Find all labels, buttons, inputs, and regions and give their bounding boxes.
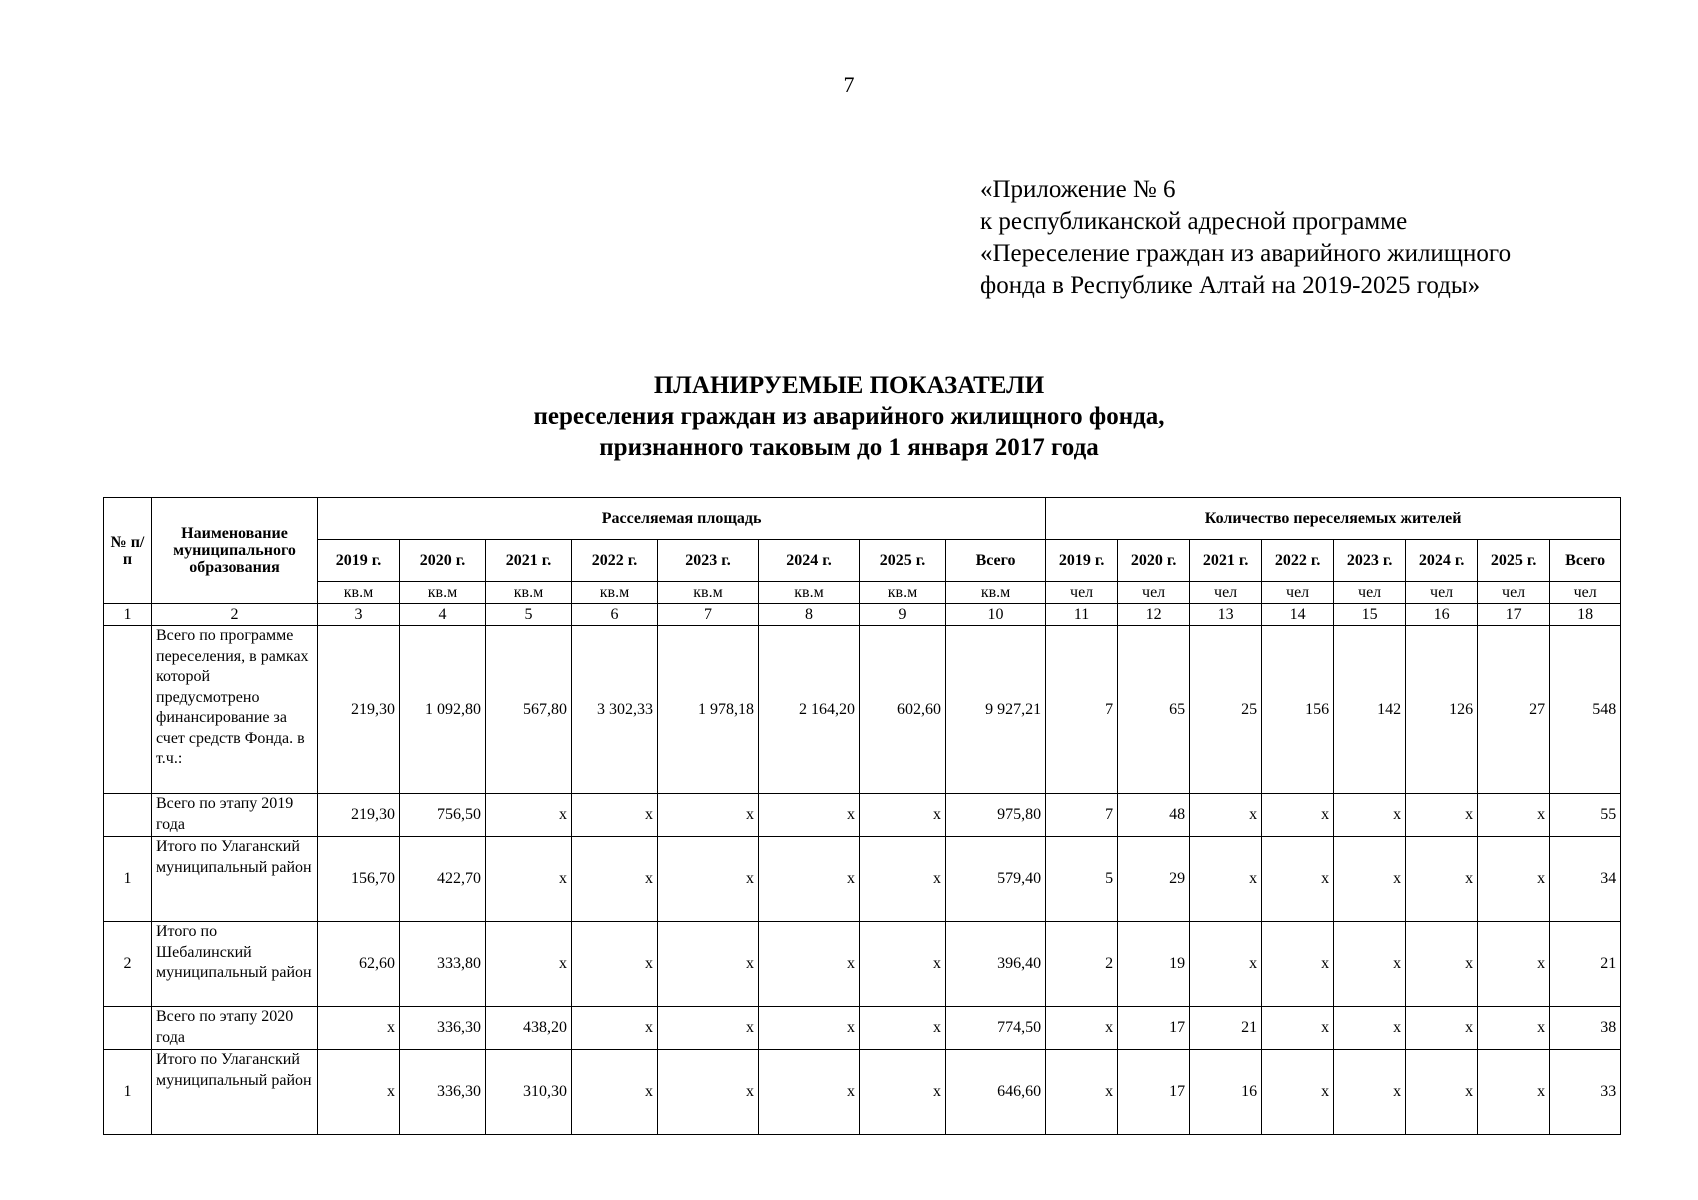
residents-cell: x	[1190, 837, 1262, 922]
residents-cell: 5	[1046, 837, 1118, 922]
residents-cell: x	[1406, 837, 1478, 922]
table-row	[104, 1007, 1621, 1050]
residents-cell: 17	[1118, 1050, 1190, 1135]
area-cell: x	[572, 1007, 658, 1050]
residents-cell: x	[1190, 794, 1262, 837]
unit-area: кв.м	[400, 582, 486, 604]
area-cell: x	[572, 837, 658, 922]
column-number: 17	[1478, 604, 1550, 626]
column-number: 5	[486, 604, 572, 626]
column-number: 14	[1262, 604, 1334, 626]
title-line-3: признанного таковым до 1 января 2017 года	[599, 434, 1099, 461]
row-name: Итого по Шебалинский муниципальный район	[152, 922, 318, 1007]
indicators-table	[103, 497, 1621, 1135]
unit-area: кв.м	[318, 582, 400, 604]
header-area-year: 2021 г.	[486, 540, 572, 582]
title-line-2: переселения граждан из аварийного жилищного фонда,	[533, 403, 1165, 430]
residents-cell: x	[1478, 922, 1550, 1007]
area-cell: x	[658, 794, 759, 837]
unit-resident: чел	[1118, 582, 1190, 604]
residents-cell: x	[1478, 837, 1550, 922]
residents-cell: x	[1406, 1007, 1478, 1050]
area-cell: 219,30	[318, 794, 400, 837]
row-num: 2	[104, 922, 152, 1007]
column-number: 18	[1550, 604, 1621, 626]
header-area-group: Расселяемая площадь	[318, 498, 1046, 540]
table-row	[104, 922, 1621, 1007]
row-name: Итого по Улаганский муниципальный район	[152, 837, 318, 922]
area-total-cell: 396,40	[946, 922, 1046, 1007]
residents-cell: 7	[1046, 794, 1118, 837]
column-number: 6	[572, 604, 658, 626]
residents-cell: 48	[1118, 794, 1190, 837]
area-cell: x	[658, 837, 759, 922]
residents-cell: 27	[1478, 626, 1550, 794]
unit-resident: чел	[1478, 582, 1550, 604]
area-cell: x	[658, 1050, 759, 1135]
document-title	[0, 370, 1698, 463]
area-total-cell: 646,60	[946, 1050, 1046, 1135]
header-residents-group: Количество переселяемых жителей	[1046, 498, 1621, 540]
area-cell: x	[759, 922, 860, 1007]
header-resident-year: 2024 г.	[1406, 540, 1478, 582]
area-cell: 438,20	[486, 1007, 572, 1050]
table-row	[104, 1050, 1621, 1135]
area-cell: x	[486, 794, 572, 837]
residents-cell: x	[1406, 1050, 1478, 1135]
header-area-year: 2020 г.	[400, 540, 486, 582]
residents-cell: x	[1262, 1007, 1334, 1050]
unit-area: кв.м	[759, 582, 860, 604]
residents-cell: 156	[1262, 626, 1334, 794]
area-cell: 219,30	[318, 626, 400, 794]
area-cell: x	[486, 922, 572, 1007]
unit-resident: чел	[1334, 582, 1406, 604]
appendix-line: «Переселение граждан из аварийного жилищного	[980, 240, 1512, 267]
residents-cell: 126	[1406, 626, 1478, 794]
residents-cell: x	[1262, 794, 1334, 837]
area-cell: x	[572, 794, 658, 837]
area-total-cell: 9 927,21	[946, 626, 1046, 794]
unit-area: кв.м	[658, 582, 759, 604]
residents-cell: 17	[1118, 1007, 1190, 1050]
header-resident-year: 2020 г.	[1118, 540, 1190, 582]
residents-total-cell: 55	[1550, 794, 1621, 837]
header-name: Наименование муниципального образования	[152, 498, 318, 604]
row-name: Всего по программе переселения, в рамках которой предусмотрено финансирование за счет средств Фонда. в т.ч.:	[152, 626, 318, 794]
area-cell: x	[658, 922, 759, 1007]
area-cell: 2 164,20	[759, 626, 860, 794]
area-cell: 602,60	[860, 626, 946, 794]
unit-resident: чел	[1046, 582, 1118, 604]
column-number: 12	[1118, 604, 1190, 626]
area-cell: x	[318, 1007, 400, 1050]
area-cell: 336,30	[400, 1007, 486, 1050]
column-number: 15	[1334, 604, 1406, 626]
area-total-cell: 579,40	[946, 837, 1046, 922]
residents-total-cell: 38	[1550, 1007, 1621, 1050]
row-name: Итого по Улаганский муниципальный район	[152, 1050, 318, 1135]
area-cell: x	[759, 1050, 860, 1135]
header-resident-year: 2022 г.	[1262, 540, 1334, 582]
residents-cell: x	[1478, 1050, 1550, 1135]
table-row	[104, 794, 1621, 837]
column-number: 16	[1406, 604, 1478, 626]
area-total-cell: 975,80	[946, 794, 1046, 837]
area-cell: x	[759, 1007, 860, 1050]
header-resident-year: 2025 г.	[1478, 540, 1550, 582]
row-num	[104, 794, 152, 837]
residents-cell: x	[1406, 922, 1478, 1007]
row-num: 1	[104, 1050, 152, 1135]
residents-total-cell: 34	[1550, 837, 1621, 922]
unit-area: кв.м	[486, 582, 572, 604]
area-cell: x	[572, 922, 658, 1007]
row-name: Всего по этапу 2020 года	[152, 1007, 318, 1050]
residents-cell: x	[1262, 1050, 1334, 1135]
area-cell: x	[486, 837, 572, 922]
area-cell: x	[860, 1050, 946, 1135]
row-name: Всего по этапу 2019 года	[152, 794, 318, 837]
area-cell: 422,70	[400, 837, 486, 922]
area-cell: x	[860, 1007, 946, 1050]
appendix-line: к республиканской адресной программе	[980, 208, 1408, 235]
row-num	[104, 1007, 152, 1050]
area-cell: x	[860, 794, 946, 837]
column-number: 10	[946, 604, 1046, 626]
table-row	[104, 837, 1621, 922]
residents-total-cell: 548	[1550, 626, 1621, 794]
column-number: 3	[318, 604, 400, 626]
appendix-line: фонда в Республике Алтай на 2019-2025 годы»	[980, 272, 1481, 299]
residents-cell: x	[1190, 922, 1262, 1007]
unit-resident: чел	[1190, 582, 1262, 604]
header-area-year: 2024 г.	[759, 540, 860, 582]
residents-cell: x	[1334, 1007, 1406, 1050]
title-line-1: ПЛАНИРУЕМЫЕ ПОКАЗАТЕЛИ	[653, 372, 1045, 399]
residents-total-cell: 33	[1550, 1050, 1621, 1135]
area-cell: 3 302,33	[572, 626, 658, 794]
residents-cell: x	[1262, 922, 1334, 1007]
area-cell: 156,70	[318, 837, 400, 922]
area-cell: 310,30	[486, 1050, 572, 1135]
area-cell: 1 978,18	[658, 626, 759, 794]
residents-cell: 142	[1334, 626, 1406, 794]
residents-cell: 16	[1190, 1050, 1262, 1135]
area-cell: x	[759, 837, 860, 922]
residents-cell: 19	[1118, 922, 1190, 1007]
area-cell: 756,50	[400, 794, 486, 837]
header-resident-year: 2019 г.	[1046, 540, 1118, 582]
area-cell: x	[860, 922, 946, 1007]
header-resident-total: Всего	[1550, 540, 1621, 582]
area-total-cell: 774,50	[946, 1007, 1046, 1050]
residents-cell: x	[1334, 794, 1406, 837]
residents-cell: 21	[1190, 1007, 1262, 1050]
area-cell: x	[572, 1050, 658, 1135]
header-area-year: 2019 г.	[318, 540, 400, 582]
column-number: 1	[104, 604, 152, 626]
residents-cell: x	[1334, 1050, 1406, 1135]
column-number: 2	[152, 604, 318, 626]
appendix-line: «Приложение № 6	[980, 176, 1176, 203]
area-cell: 567,80	[486, 626, 572, 794]
residents-cell: x	[1046, 1050, 1118, 1135]
table-row	[104, 626, 1621, 794]
column-number: 7	[658, 604, 759, 626]
unit-resident: чел	[1262, 582, 1334, 604]
residents-cell: 29	[1118, 837, 1190, 922]
residents-cell: x	[1478, 1007, 1550, 1050]
header-area-total: Всего	[946, 540, 1046, 582]
column-number: 4	[400, 604, 486, 626]
residents-cell: 2	[1046, 922, 1118, 1007]
residents-cell: x	[1478, 794, 1550, 837]
area-cell: 336,30	[400, 1050, 486, 1135]
unit-area: кв.м	[946, 582, 1046, 604]
area-cell: x	[860, 837, 946, 922]
appendix-note	[980, 174, 1511, 302]
residents-cell: x	[1046, 1007, 1118, 1050]
unit-resident: чел	[1550, 582, 1621, 604]
header-area-year: 2023 г.	[658, 540, 759, 582]
unit-area: кв.м	[572, 582, 658, 604]
area-cell: 62,60	[318, 922, 400, 1007]
page-number: 7	[843, 72, 855, 97]
column-number: 9	[860, 604, 946, 626]
residents-cell: x	[1334, 837, 1406, 922]
area-cell: 1 092,80	[400, 626, 486, 794]
column-number: 13	[1190, 604, 1262, 626]
unit-area: кв.м	[860, 582, 946, 604]
residents-cell: x	[1406, 794, 1478, 837]
header-area-year: 2025 г.	[860, 540, 946, 582]
area-cell: 333,80	[400, 922, 486, 1007]
residents-cell: 7	[1046, 626, 1118, 794]
header-resident-year: 2023 г.	[1334, 540, 1406, 582]
unit-resident: чел	[1406, 582, 1478, 604]
residents-cell: x	[1334, 922, 1406, 1007]
area-cell: x	[658, 1007, 759, 1050]
header-resident-year: 2021 г.	[1190, 540, 1262, 582]
residents-cell: 65	[1118, 626, 1190, 794]
column-number: 8	[759, 604, 860, 626]
residents-cell: 25	[1190, 626, 1262, 794]
row-num	[104, 626, 152, 794]
area-cell: x	[318, 1050, 400, 1135]
header-area-year: 2022 г.	[572, 540, 658, 582]
row-num: 1	[104, 837, 152, 922]
header-num: № п/п	[104, 498, 152, 604]
column-number: 11	[1046, 604, 1118, 626]
residents-cell: x	[1262, 837, 1334, 922]
residents-total-cell: 21	[1550, 922, 1621, 1007]
area-cell: x	[759, 794, 860, 837]
